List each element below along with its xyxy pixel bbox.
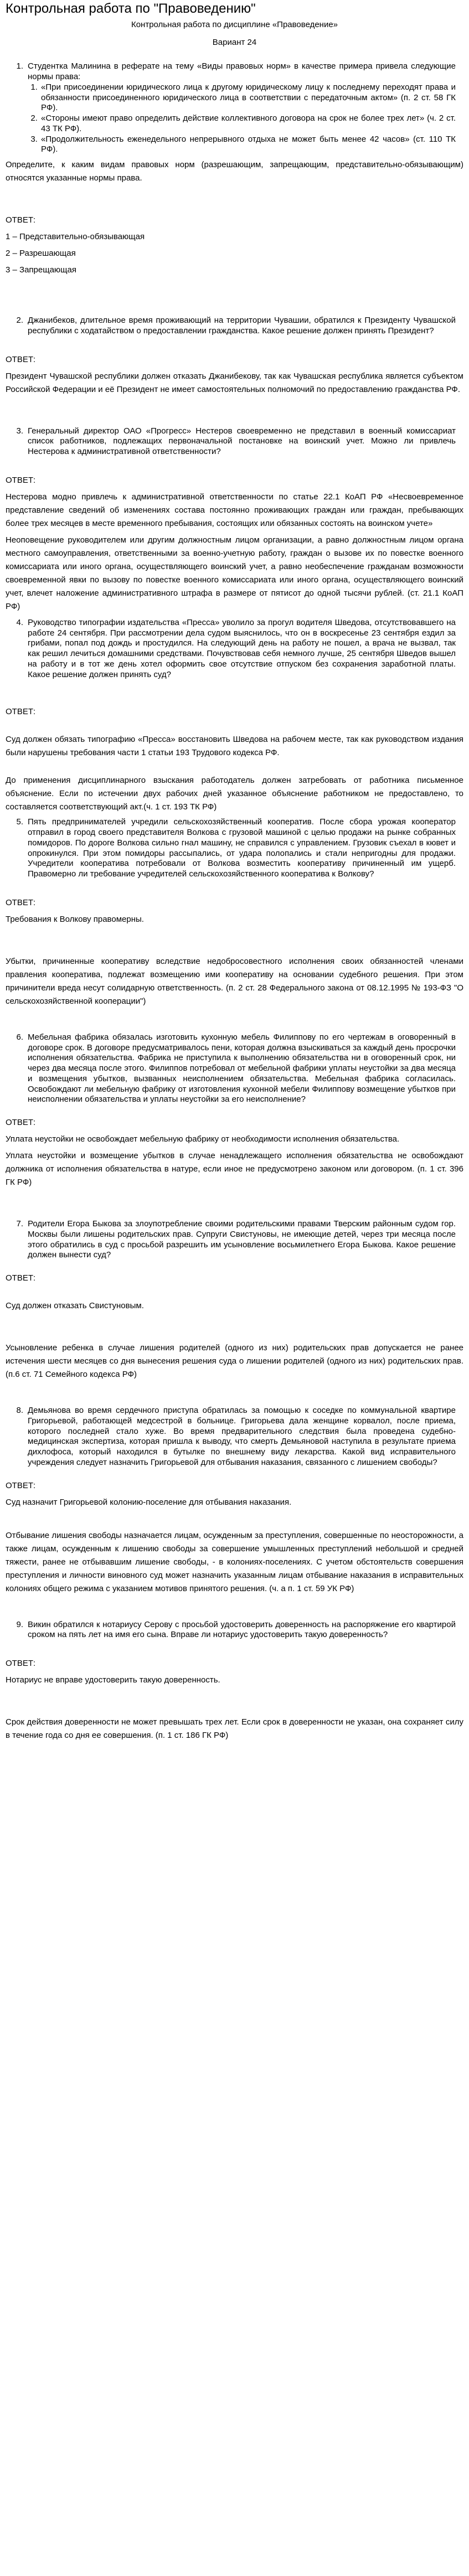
task-8: [6, 1406, 463, 1468]
task-9: [6, 1620, 463, 1641]
answer-label: ОТВЕТ:: [6, 1273, 36, 1283]
task-1: [6, 61, 463, 155]
answer-text: Отбывание лишения свободы назначается лицам, осужденным за преступления, совершенные по неосторожности, а также лицам, осужденным к лишению свободы за совершение умышленных преступлений небольшой и средней тяжести, ранее не отбывавшим лишение свободы, - в колониях-поселениях. С учетом обстоятельств совершения преступления и личности виновного суд может назначить указанным лицам отбывание наказания в исправительных колониях общего режима с указанием мотивов принятого решения. (ч. а п. 1 ст. 59 УК РФ): [6, 1530, 463, 1593]
task-4: [6, 618, 463, 680]
task-number: 6.: [16, 1032, 23, 1042]
answer-item: 1 – Представительно-обязывающая: [6, 232, 145, 242]
answer-label: ОТВЕТ:: [6, 354, 36, 364]
answer-label: ОТВЕТ:: [6, 215, 36, 225]
answer-label: ОТВЕТ:: [6, 1480, 36, 1490]
task-text: Викин обратился к нотариусу Серову с просьбой удостоверить доверенность на распоряжение его квартирой сроком на пять лет на имя его сына. Вправе ли нотариус удостоверить такую доверенность?: [28, 1619, 456, 1640]
task-5: [6, 817, 463, 880]
list-item: 1. «При присоединении юридического лица к другому юридическому лицу к последнему переходят права и обязанности присоединенного юридического лица в соответствии с передаточным актом» (п. 2 ст. 58 ГК РФ).: [40, 82, 456, 113]
norm-list: [28, 82, 456, 155]
task-number: 9.: [16, 1619, 23, 1629]
answer-text: Требования к Волкову правомерны.: [6, 914, 144, 924]
task-3: [6, 426, 463, 457]
task-text: Мебельная фабрика обязалась изготовить кухонную мебель Филиппову по его чертежам в оговоренный в договоре срок. В договоре предусматривалось пени, которая должна взыскиваться за каждый день просрочки исполнения обязательства. Фабрика не приступила к выполнению обязательства ни в оговоренный срок, ни через два месяца после этого. Филиппов потребовал от мебельной фабрики уплаты неустойки за два месяца и возмещения убытков, вызванных неисполнением обязательства. Мебельная фабрика согласилась. Освобождают ли мебельную фабрику от изготовления кухонной мебели Филиппову возмещение убытков при неисполнении обязательства и уплаты неустойки за его неисполнение?: [28, 1032, 456, 1104]
answer-text: Убытки, причиненные кооперативу вследствие недобросовестного исполнения своих обязанностей членами правления кооператива, подлежат возмещению ими кооперативу на основании судебного решения. При этом причинители вреда несут солидарную ответственность. (п. 2 ст. 28 Федерального закона от 08.12.1995 № 193-ФЗ "О сельскохозяйственной кооперации"): [6, 956, 463, 1006]
task-number: 3.: [16, 426, 23, 436]
answer-text: Срок действия доверенности не может превышать трех лет. Если срок в доверенности не указан, она сохраняет силу в течение года со дня ее совершения. (п. 1 ст. 186 ГК РФ): [6, 1717, 463, 1741]
task-2: [6, 316, 463, 337]
task-text: Пять предпринимателей учредили сельскохозяйственный кооператив. После сбора урожая кооператор отправил в город своего представителя Волкова с грузовой машиной с целью продажи на рынке собранных помидоров. По дороге Волкова сильно гнал машину, не справился с управлением. Грузовик съехал в кювет и опрокинулся. При этом помидоры рассыпались, от удара полопались и стали непригодны для продажи. Учредители кооператива потребовали от Волкова возместить кооперативу причиненный им ущерб. Правомерно ли требование учредителей сельскохозяйственного кооператива к Волкову?: [28, 817, 456, 879]
answer-text: Усыновление ребенка в случае лишения родителей (одного из них) родительских прав допускается не ранее истечения шести месяцев со дня вынесения решения суда о лишении родителей (одного из них) родительских прав. (п.6 ст. 71 Семейного кодекса РФ): [6, 1343, 463, 1380]
task-text: Руководство типографии издательства «Пресса» уволило за прогул водителя Шведова, отсутствовавшего на работе 24 сентября. При рассмотрении дела судом выяснилось, что он в воскресенье 23 сентября ездил за грибами, попал под дождь и простудился. На следующий день на работу не пошел, а врача не вызвал, так как решил лечиться домашними средствами. Почувствовав себя немного лучше, 25 сентября Шведов вышел на работу и в тот же день хотел оформить свое отсутствие отпуском без сохранения заработной платы. Какое решение должен принять суд?: [28, 617, 456, 679]
answer-text: Уплата неустойки и возмещение убытков в случае ненадлежащего исполнения обязательства не освобождают должника от исполнения обязательства в натуре, если иное не предусмотрено законом или договором. (п. 1 ст. 396 ГК РФ): [6, 1151, 463, 1188]
task-text: Студентка Малинина в реферате на тему «Виды правовых норм» в качестве примера привела следующие нормы права:: [28, 61, 456, 82]
list-item: 2. «Стороны имеют право определить действие коллективного договора на срок не более трех лет» (ч. 2 ст. 43 ТК РФ).: [40, 113, 456, 135]
answer-label: ОТВЕТ:: [6, 475, 36, 485]
task-6: [6, 1033, 463, 1105]
task-number: 8.: [16, 1406, 23, 1416]
answer-text: Уплата неустойки не освобождает мебельную фабрику от необходимости исполнения обязательства.: [6, 1134, 400, 1144]
answer-item: 3 – Запрещающая: [6, 265, 76, 275]
list-item: 3. «Продолжительность еженедельного непрерывного отдыха не может быть менее 42 часов» (ст. 110 ТК РФ).: [40, 135, 456, 156]
task-text: Демьянова во время сердечного приступа обратилась за помощью к соседке по коммунальной квартире Григорьевой, работающей медсестрой в больнице. Григорьева дала женщине корвалол, после приема, которого последней стало хуже. Во время предварительного следствия была проведена судебно-медицинская экспертиза, которая пришла к выводу, что смерть Демьяновой наступила в результате приема дихлофоса, который находился в бутылке по внешнему виду лекарства. Какой вид исправительного учреждения следует назначить Григорьевой для отбывания наказания, связанного с лишением свободы?: [28, 1406, 456, 1467]
answer-text: До применения дисциплинарного взыскания работодатель должен затребовать от работника письменное объяснение. Если по истечении двух рабочих дней указанное объяснение работником не предоставлено, то составляется соответствующий акт.(ч. 1 ст. 193 ТК РФ): [6, 776, 463, 812]
task-number: 1.: [16, 61, 23, 71]
answer-text: Суд назначит Григорьевой колонию-поселение для отбывания наказания.: [6, 1497, 292, 1507]
answer-text: Президент Чувашской республики должен отказать Джанибекову, так как Чувашская республика является субъектом Российской Федерации и её Президент не имеет самостоятельных полномочий по предоставлению гражданства РФ.: [6, 371, 463, 394]
answer-text: Нотариус не вправе удостоверить такую доверенность.: [6, 1675, 220, 1685]
answer-label: ОТВЕТ:: [6, 897, 36, 907]
variant-label: Вариант 24: [212, 38, 257, 48]
answer-label: ОТВЕТ:: [6, 707, 36, 717]
answer-label: ОТВЕТ:: [6, 1118, 36, 1128]
answer-item: 2 – Разрешающая: [6, 249, 76, 259]
answer-label: ОТВЕТ:: [6, 1659, 36, 1669]
answer-text: Неоповещение руководителем или другим должностным лицом организации, а равно должностным лицом органа местного самоуправления, ответственными за военно-учетную работу, граждан о вызове их по повестке военного комиссариата или иного органа, осуществляющего воинский учет, а равно необеспечение гражданам возможности своевременной явки по вызову по повестке военного комиссариата или иного органа, осуществляющего воинский учет, влечет наложение административного штрафа в размере от пятисот до одной тысячи рублей. (ст. 21.1 КоАП РФ): [6, 535, 463, 611]
answer-text: Нестерова модно привлечь к административной ответственности по статье 22.1 КоАП РФ «Несвоевременное представление сведений об изменениях состава постоянно проживающих граждан или граждан, пребывающих более трех месяцев в месте временного пребывания, состоящих или обязанных состоять на воинском учете»: [6, 492, 463, 528]
document-subtitle: Контрольная работа по дисциплине «Правоведение»: [131, 19, 338, 29]
task-number: 2.: [16, 316, 23, 326]
document-title: Контрольная работа по "Правоведению": [6, 1, 256, 16]
task-number: 7.: [16, 1219, 23, 1229]
task-number: 5.: [16, 817, 23, 827]
answer-text: Суд должен отказать Свистуновым.: [6, 1301, 144, 1311]
task-text: Родители Егора Быкова за злоупотребление своими родительскими правами Тверским районным судом гор. Москвы были лишены родительских прав. Супруги Свистуновы, не имеющие детей, через три месяца после этого обратились в суд с просьбой разрешить им усыновление восьмилетнего Егора Быкова. Какое решение должен вынести суд?: [28, 1219, 456, 1260]
task-question: Определите, к каким видам правовых норм (разрешающим, запрещающим, представительно-обязывающим) относятся указанные нормы права.: [6, 160, 463, 183]
task-text: Генеральный директор ОАО «Прогресс» Нестеров своевременно не представил в военный комиссариат список работников, подлежащих первоначальной постановке на воинский учет. Можно ли привлечь Нестерова к административной ответственности?: [28, 426, 456, 457]
answer-text: Суд должен обязать типографию «Пресса» восстановить Шведова на рабочем месте, так как руководством издания были нарушены требования части 1 статьи 193 Трудового кодекса РФ.: [6, 735, 463, 758]
task-text: Джанибеков, длительное время проживающий на территории Чувашии, обратился к Президенту Чувашской республики с ходатайством о предоставлении гражданства. Какое решение должен принять Президент?: [28, 316, 456, 335]
task-7: [6, 1219, 463, 1261]
task-number: 4.: [16, 617, 23, 627]
